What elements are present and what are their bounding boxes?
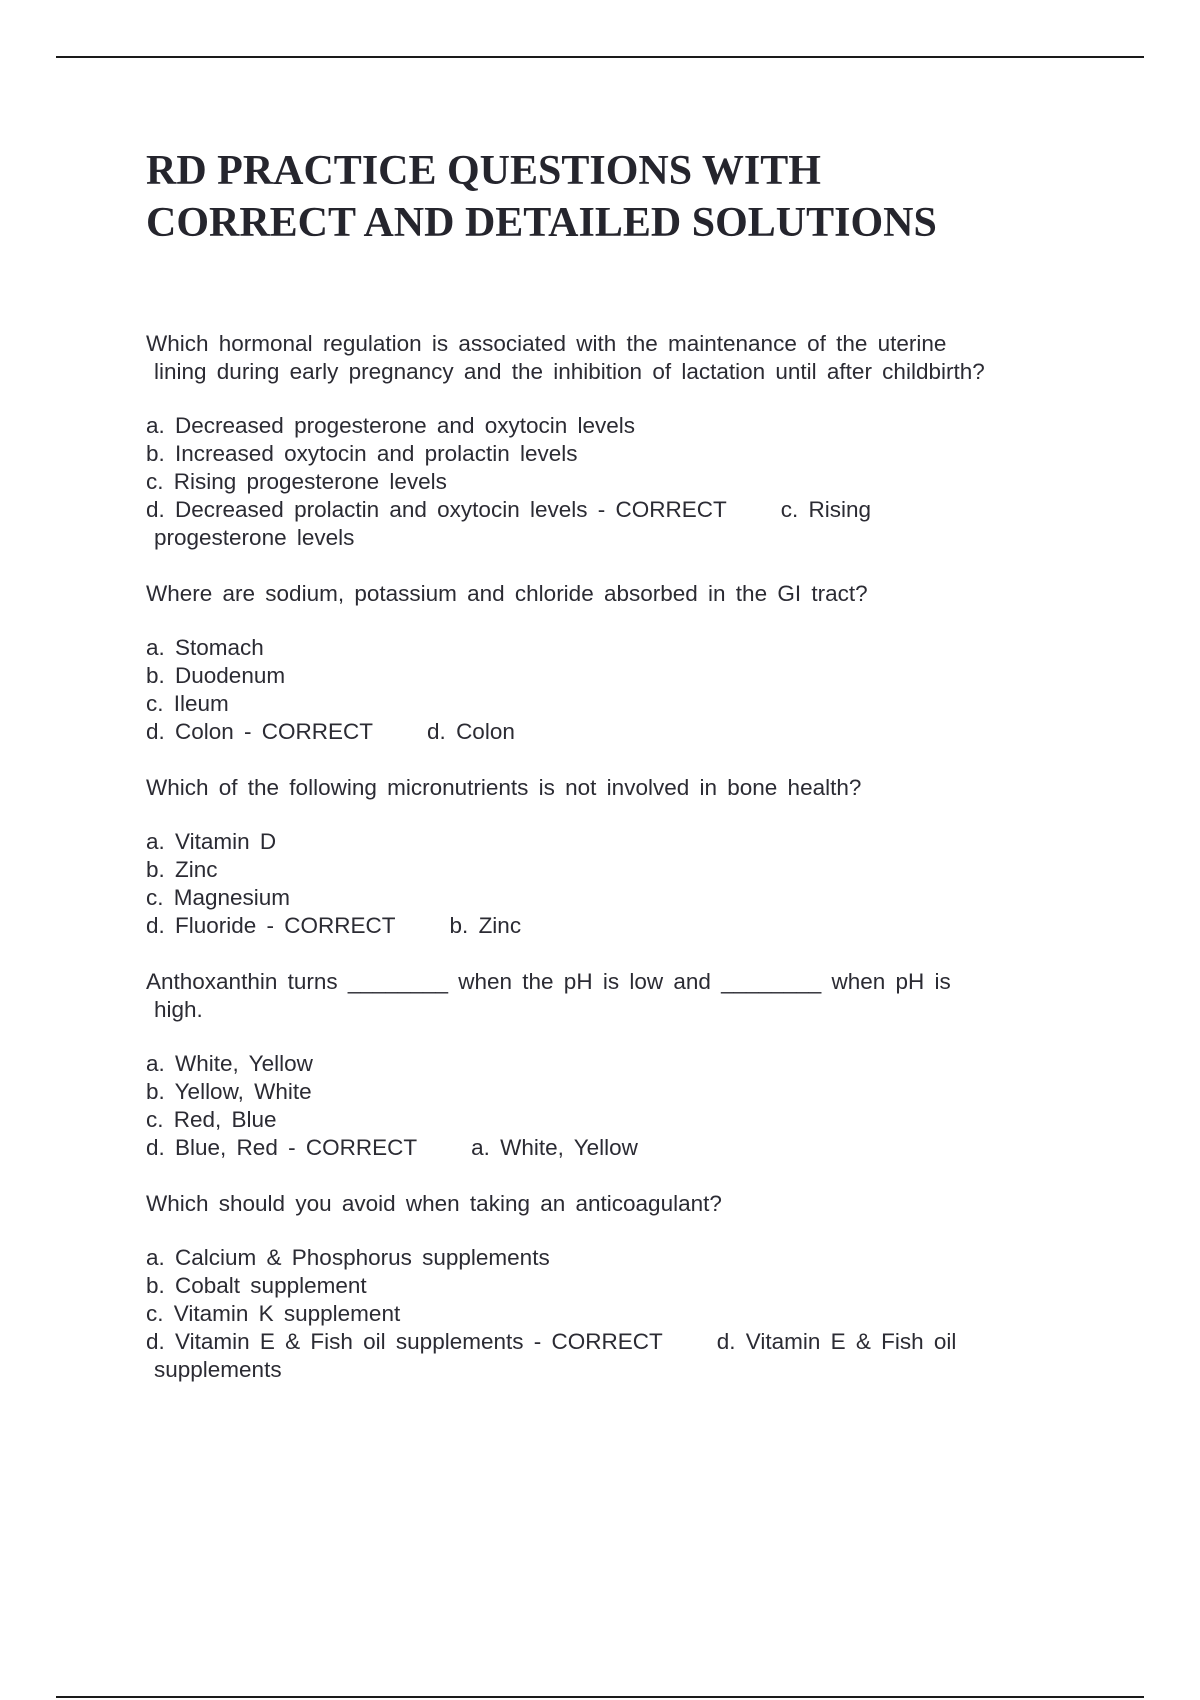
question-line: lining during early pregnancy and the inhibition of lactation until after childbirth? — [154, 359, 985, 384]
option-a: a. Vitamin D — [146, 829, 277, 854]
option-c: c. Vitamin K supplement — [146, 1301, 401, 1326]
option-c: c. Ileum — [146, 691, 229, 716]
question-text — [146, 580, 1066, 608]
option-d-row — [146, 1328, 1066, 1384]
question-block — [146, 330, 1066, 552]
correct-answer: d. Colon — [427, 719, 515, 744]
page-title — [146, 145, 1086, 249]
options-list — [146, 412, 1066, 552]
question-line: Anthoxanthin turns ________ when the pH is low and ________ when pH is — [146, 969, 951, 994]
correct-answer-continued: progesterone levels — [154, 525, 355, 550]
option-d: d. Blue, Red - CORRECT — [146, 1135, 418, 1160]
question-line: Which hormonal regulation is associated with the maintenance of the uterine — [146, 331, 947, 356]
question-block — [146, 968, 1066, 1162]
correct-answer: c. Rising — [780, 497, 872, 522]
question-line: Which of the following micronutrients is not involved in bone health? — [146, 775, 862, 800]
option-d-row — [146, 496, 1066, 552]
title-line-1: RD PRACTICE QUESTIONS WITH — [146, 148, 821, 194]
correct-answer-continued: supplements — [154, 1357, 282, 1382]
options-list — [146, 1244, 1066, 1384]
question-line: Which should you avoid when taking an anticoagulant? — [146, 1191, 722, 1216]
option-b: b. Yellow, White — [146, 1079, 312, 1104]
option-d: d. Vitamin E & Fish oil supplements - CORRECT — [146, 1329, 663, 1354]
option-b: b. Cobalt supplement — [146, 1273, 367, 1298]
option-d: d. Fluoride - CORRECT — [146, 913, 396, 938]
option-d-row — [146, 912, 1066, 940]
question-block — [146, 1190, 1066, 1384]
option-c: c. Red, Blue — [146, 1107, 277, 1132]
correct-answer: b. Zinc — [449, 913, 522, 938]
bottom-rule — [56, 1696, 1144, 1698]
option-c: c. Magnesium — [146, 885, 291, 910]
question-text — [146, 968, 1066, 1024]
question-text — [146, 1190, 1066, 1218]
option-d: d. Colon - CORRECT — [146, 719, 374, 744]
option-d-row — [146, 1134, 1066, 1162]
options-list — [146, 634, 1066, 746]
option-c: c. Rising progesterone levels — [146, 469, 447, 494]
question-list — [146, 330, 1066, 1412]
question-text — [146, 330, 1066, 386]
option-a: a. Stomach — [146, 635, 264, 660]
title-line-2: CORRECT AND DETAILED SOLUTIONS — [146, 200, 937, 246]
option-d-row — [146, 718, 1066, 746]
option-d: d. Decreased prolactin and oxytocin levels - CORRECT — [146, 497, 727, 522]
option-a: a. White, Yellow — [146, 1051, 313, 1076]
option-a: a. Decreased progesterone and oxytocin levels — [146, 413, 636, 438]
question-line: Where are sodium, potassium and chloride absorbed in the GI tract? — [146, 581, 868, 606]
question-line: high. — [154, 997, 203, 1022]
option-a: a. Calcium & Phosphorus supplements — [146, 1245, 550, 1270]
correct-answer: d. Vitamin E & Fish oil — [716, 1329, 957, 1354]
top-rule — [56, 56, 1144, 58]
options-list — [146, 828, 1066, 940]
option-b: b. Duodenum — [146, 663, 286, 688]
options-list — [146, 1050, 1066, 1162]
question-block — [146, 580, 1066, 746]
option-b: b. Zinc — [146, 857, 218, 882]
option-b: b. Increased oxytocin and prolactin levels — [146, 441, 578, 466]
question-text — [146, 774, 1066, 802]
correct-answer: a. White, Yellow — [471, 1135, 638, 1160]
question-block — [146, 774, 1066, 940]
